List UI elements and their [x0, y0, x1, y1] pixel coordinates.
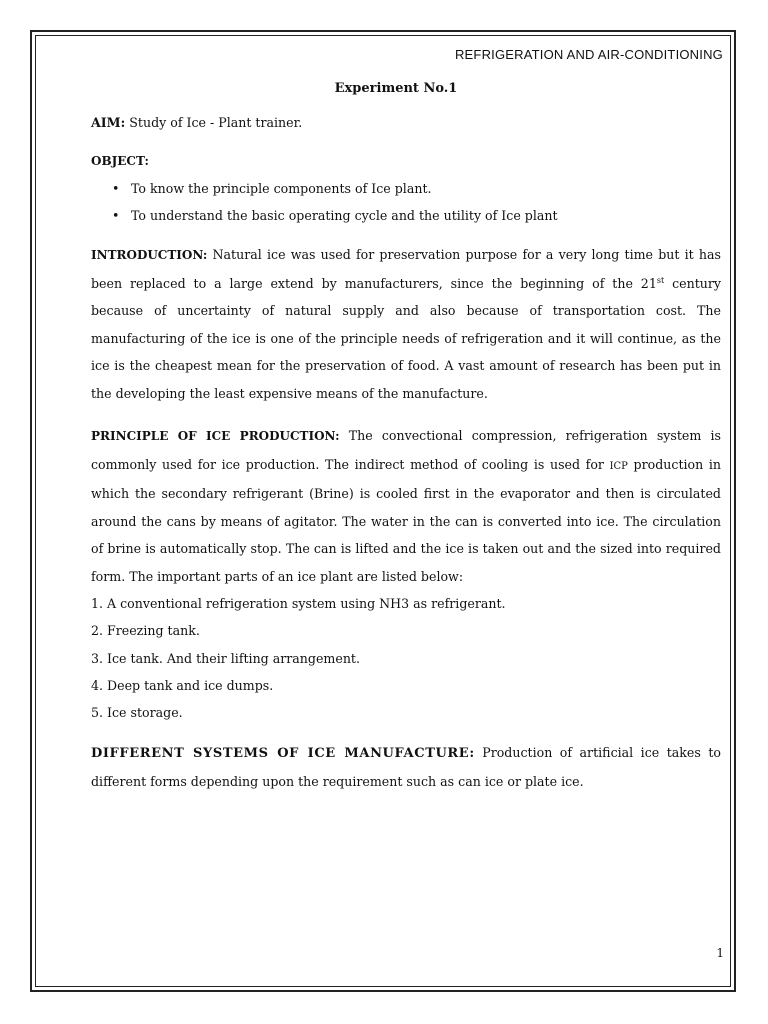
- parts-list-item: 2. Freezing tank.: [91, 623, 200, 639]
- introduction-text-1: Natural ice was used for preservation purpose for a very long time but it has been replaced to a large extend by manufacturers, since the beginning of the 21: [91, 247, 721, 291]
- principle-label: PRINCIPLE OF ICE PRODUCTION:: [91, 429, 340, 443]
- aim-text: Study of Ice - Plant trainer.: [125, 115, 303, 130]
- object-item: [112, 175, 721, 202]
- principle-text-1: The convectional compression, refrigeration system is commonly used for ice production. The indirect method of cooling is used for: [91, 428, 721, 472]
- object-label: OBJECT:: [91, 154, 149, 168]
- parts-list-item: 5. Ice storage.: [91, 705, 183, 721]
- bullet-icon: •: [112, 181, 120, 196]
- superscript-st: st: [656, 275, 665, 285]
- object-item-text: To know the principle components of Ice plant.: [131, 181, 432, 196]
- page-number: 1: [716, 946, 724, 960]
- aim-paragraph: [91, 115, 721, 130]
- different-systems-text: Production of artificial ice takes to different forms depending upon the requirement such as can ice or plate ice.: [91, 745, 721, 789]
- parts-list-item: 3. Ice tank. And their lifting arrangement.: [91, 650, 361, 666]
- experiment-title: Experiment No.1: [334, 81, 458, 96]
- introduction-paragraph: [91, 241, 721, 407]
- document-content: [91, 45, 721, 795]
- introduction-label: INTRODUCTION:: [91, 248, 208, 262]
- parts-list-item: 4. Deep tank and ice dumps.: [91, 677, 274, 693]
- introduction-text-2: century because of uncertainty of natural supply and also because of transportation cost. The manufacturing of the ice is one of the principle needs of refrigeration and it will continue, as the ice is the cheapest mean for the preservation of food. A vast amount of research has been put in the developing the least expensive means of the manufacture.: [91, 275, 722, 401]
- object-item: [112, 202, 721, 229]
- bullet-icon: •: [112, 208, 120, 223]
- different-systems-paragraph: [91, 739, 721, 795]
- ice-plant-parts-list: [91, 590, 721, 726]
- different-systems-label: DIFFERENT SYSTEMS OF ICE MANUFACTURE:: [91, 746, 475, 762]
- principle-paragraph: [91, 422, 721, 590]
- parts-list-item: 1. A conventional refrigeration system using NH3 as refrigerant.: [91, 596, 506, 611]
- principle-text-2: production in which the secondary refrigerant (Brine) is cooled first in the evaporator and then is circulated around the cans by means of agitator. The water in the can is converted into ice. The circulation of brine is automatically stop. The can is lifted and the ice is taken out and the sized into required form. The important parts of an ice plant are listed below:: [91, 456, 721, 584]
- icp-abbreviation: ICP: [609, 460, 628, 472]
- course-header: REFRIGERATION AND AIR-CONDITIONING: [454, 47, 723, 62]
- aim-label: AIM:: [91, 115, 126, 130]
- object-item-text: To understand the basic operating cycle and the utility of Ice plant: [131, 208, 558, 223]
- object-list: [91, 175, 721, 229]
